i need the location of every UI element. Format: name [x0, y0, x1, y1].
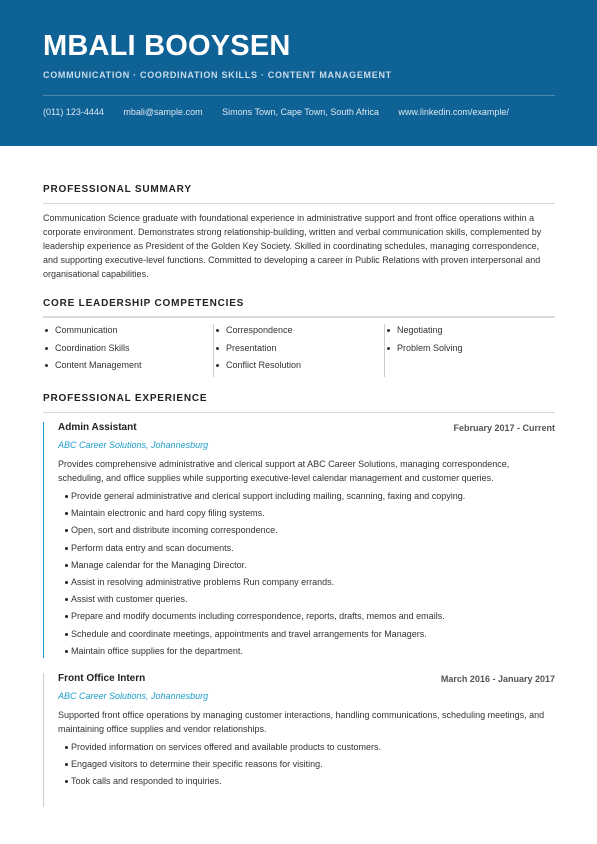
list-item: Prepare and modify documents including correspondence, reports, drafts, memos and emails.	[65, 610, 555, 627]
job-title: Front Office Intern	[58, 673, 146, 684]
email-address[interactable]: mbali@sample.com	[123, 107, 203, 117]
competency-item: Correspondence	[214, 324, 384, 342]
resume-header	[0, 0, 597, 146]
job-description: Supported front office operations by managing customer interactions, handling communications, scheduling meetings, and maintaining office supplies and vendor relationships.	[58, 710, 545, 734]
list-item: Engaged visitors to determine their specific reasons for visiting.	[65, 758, 555, 775]
list-item: Open, sort and distribute incoming correspondence.	[65, 524, 555, 541]
competency-item: Negotiating	[385, 324, 555, 342]
list-item: Maintain office supplies for the department.	[65, 645, 555, 662]
job-company: ABC Career Solutions, Johannesburg	[58, 440, 209, 450]
list-item: Took calls and responded to inquiries.	[65, 775, 555, 792]
summary-divider	[43, 203, 555, 204]
job-title: Admin Assistant	[58, 422, 137, 433]
competencies-column-1	[43, 324, 213, 378]
job-dates: March 2016 - January 2017	[440, 674, 555, 684]
competency-item: Coordination Skills	[43, 342, 213, 360]
header-divider	[43, 95, 555, 96]
competencies-column-3	[385, 324, 555, 378]
competency-item: Content Management	[43, 359, 213, 377]
list-item: Provide general administrative and clerical support including mailing, scanning, faxing and copying.	[65, 490, 555, 507]
phone-number: (011) 123-4444	[43, 107, 104, 117]
experience-heading: PROFESSIONAL EXPERIENCE	[43, 393, 208, 404]
experience-divider	[43, 412, 555, 413]
competency-item: Conflict Resolution	[214, 359, 384, 377]
list-item: Manage calendar for the Managing Director.	[65, 559, 555, 576]
job-responsibilities	[65, 741, 555, 793]
job-company: ABC Career Solutions, Johannesburg	[58, 691, 209, 701]
website-link[interactable]: www.linkedin.com/example/	[398, 107, 509, 117]
competency-item: Presentation	[214, 342, 384, 360]
job-entry	[43, 422, 555, 658]
job-entry	[43, 673, 555, 807]
list-item: Assist in resolving administrative problems Run company errands.	[65, 576, 555, 593]
list-item: Perform data entry and scan documents.	[65, 542, 555, 559]
summary-heading: PROFESSIONAL SUMMARY	[43, 184, 192, 195]
job-timeline-line	[43, 673, 44, 807]
competencies-column-2	[214, 324, 384, 378]
candidate-tagline: COMMUNICATION · COORDINATION SKILLS · CONTENT MANAGEMENT	[43, 70, 392, 80]
competency-item: Communication	[43, 324, 213, 342]
summary-text: Communication Science graduate with foundational experience in administrative support and front office operations within a corporate environment. Demonstrates strong relationship-building, written and verbal communication skills, complemented by leadership experience as President of the Golden Key Society. Skilled in coordinating schedules, managing correspondence, and supporting executive-level functions. Committed to developing a career in Public Relations with proven interpersonal and organisational capabilities.	[43, 213, 542, 279]
location: Simons Town, Cape Town, South Africa	[222, 107, 379, 117]
competency-item: Problem Solving	[385, 342, 555, 360]
job-responsibilities	[65, 490, 555, 662]
competencies-heading: CORE LEADERSHIP COMPETENCIES	[43, 298, 245, 309]
competencies-divider	[43, 316, 555, 318]
list-item: Assist with customer queries.	[65, 593, 555, 610]
list-item: Maintain electronic and hard copy filing systems.	[65, 507, 555, 524]
job-description: Provides comprehensive administrative and clerical support at ABC Career Solutions, managing correspondence, scheduling, and office supplies while supporting executive-level calendar management and customer queries.	[58, 459, 510, 483]
list-item: Schedule and coordinate meetings, appointments and travel arrangements for Managers.	[65, 628, 555, 645]
job-timeline-line	[43, 422, 44, 658]
job-dates: February 2017 - Current	[453, 423, 555, 433]
list-item: Provided information on services offered and available products to customers.	[65, 741, 555, 758]
contact-info	[43, 107, 526, 117]
candidate-name: MBALI BOOYSEN	[43, 30, 291, 62]
